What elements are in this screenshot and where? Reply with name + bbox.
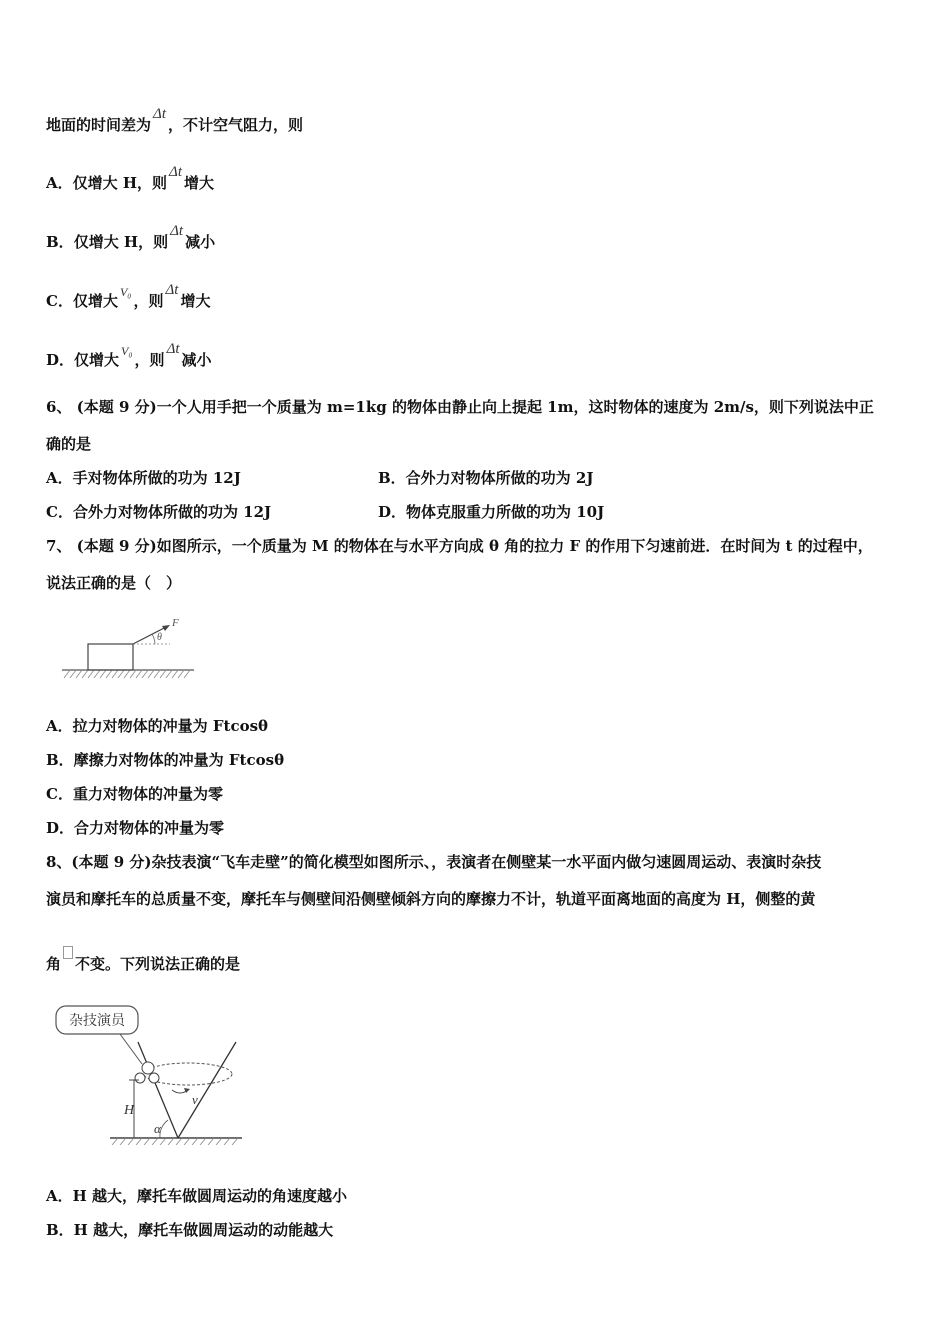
height-label: H (124, 1103, 135, 1118)
q5-option-c: C．仅增大 $^{V_0}$ ，则Δt增大 (46, 282, 211, 310)
q8-stem-line1: 8、(本题 9 分)杂技表演“飞车走壁”的简化模型如图所示、，表演者在侧壁某一水平面内做匀速圆周运动、表演时杂技 (46, 853, 822, 871)
q8-stem-line3: 角 不变。下列说法正确的是 (46, 954, 240, 974)
force-arrow (133, 626, 168, 644)
missing-symbol-box (63, 946, 73, 959)
q8-stem-line2: 演员和摩托车的总质量不变，摩托车与侧壁间沿侧壁倾斜方向的摩擦力不计，轨道平面离地面的高度为 H，侧整的黄 (46, 890, 816, 908)
q6-option-b: B．合外力对物体所做的功为 2J (378, 469, 594, 487)
q7-option-c: C．重力对物体的冲量为零 (46, 785, 223, 803)
q5-stem: 地面的时间差为Δt，不计空气阻力，则 (46, 106, 304, 134)
q6-stem-line2: 确的是 (46, 435, 92, 453)
q6-option-c: C．合外力对物体所做的功为 12J (46, 503, 272, 521)
ground-hatching (64, 670, 190, 678)
force-label: F (172, 617, 179, 629)
delta-t-symbol: Δt (153, 106, 166, 122)
q7-block-figure (60, 612, 200, 687)
q5-option-d: D．仅增大 $^{V_0}$ ，则Δt减小 (46, 341, 212, 369)
q5-option-a: A．仅增大 H，则Δt增大 (46, 164, 215, 192)
q8-ground-hatching (112, 1138, 238, 1145)
callout-pointer (120, 1034, 142, 1064)
q7-stem-line2: 说法正确的是（ ） (46, 574, 182, 592)
q6-option-d: D．物体克服重力所做的功为 10J (378, 503, 605, 521)
q7-option-d: D．合力对物体的冲量为零 (46, 819, 225, 837)
q7-option-a: A．拉力对物体的冲量为 Ftcosθ (46, 717, 269, 735)
block (88, 644, 133, 670)
velocity-label: v (192, 1092, 198, 1107)
q5-option-b: B．仅增大 H，则Δt减小 (46, 223, 216, 251)
q7-stem-line1: 7、 (本题 9 分)如图所示，一个质量为 M 的物体在与水平方向成 θ 角的拉力 F 的作用下匀速前进．在时间为 t 的过程中， (46, 537, 873, 555)
q8-option-b: B．H 越大，摩托车做圆周运动的动能越大 (46, 1221, 334, 1239)
motorcycle-wheel-rear (135, 1073, 145, 1083)
alpha-arc (160, 1120, 168, 1138)
alpha-label: α (154, 1121, 161, 1136)
theta-label: θ (157, 632, 162, 643)
q6-stem-line1: 6、 (本题 9 分)一个人用手把一个质量为 m=1kg 的物体由静止向上提起 1m，这时物体的速度为 2m/s，则下列说法中正 (46, 398, 874, 416)
q8-option-a: A．H 越大，摩托车做圆周运动的角速度越小 (46, 1187, 348, 1205)
q8-cone-figure (50, 1002, 250, 1152)
motorcycle-wheel-front (149, 1073, 159, 1083)
rider-head (142, 1062, 154, 1074)
angle-arc (152, 634, 155, 644)
q6-option-a: A．手对物体所做的功为 12J (46, 469, 241, 487)
performer-label: 杂技演员 (69, 1013, 125, 1029)
q7-option-b: B．摩擦力对物体的冲量为 Ftcosθ (46, 751, 285, 769)
